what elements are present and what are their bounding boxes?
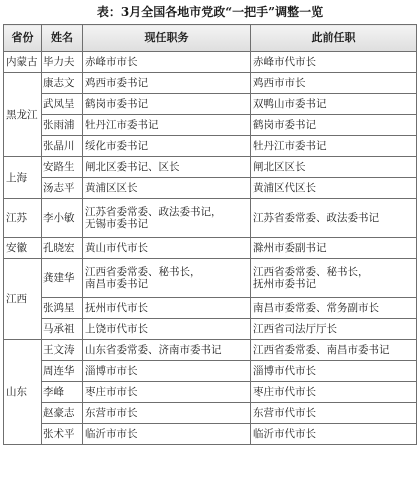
table-row <box>4 157 417 178</box>
current-post-cell-line: 东营市市长 <box>85 407 138 419</box>
previous-post-cell <box>251 52 417 73</box>
current-post-cell <box>83 340 251 361</box>
province-cell: 内蒙古 <box>4 52 42 73</box>
previous-post-cell <box>251 199 417 238</box>
table-row <box>4 52 417 73</box>
province-cell: 江西 <box>4 259 42 340</box>
table-row <box>4 424 417 445</box>
previous-post-cell-line: 黄浦区代区长 <box>253 182 316 194</box>
current-post-cell <box>83 238 251 259</box>
table-row <box>4 115 417 136</box>
current-post-cell-line: 牡丹江市委书记 <box>85 119 159 131</box>
current-post-cell-line: 上饶市代市长 <box>85 323 148 335</box>
current-post-cell <box>83 52 251 73</box>
current-post-cell <box>83 298 251 319</box>
current-post-cell-line: 江苏省委常委、政法委书记， <box>85 206 222 218</box>
province-cell: 江苏 <box>4 199 42 238</box>
previous-post-cell-line: 淄博市代市长 <box>253 365 316 377</box>
current-post-cell <box>83 178 251 199</box>
previous-post-cell <box>251 340 417 361</box>
current-post-cell <box>83 199 251 238</box>
previous-post-cell-line: 鸡西市市长 <box>253 77 306 89</box>
header-name: 姓名 <box>42 25 83 52</box>
current-post-cell-line: 鹤岗市委书记 <box>85 98 148 110</box>
name-cell: 张术平 <box>42 424 83 445</box>
table-row <box>4 94 417 115</box>
previous-post-cell <box>251 259 417 298</box>
previous-post-cell-line: 赤峰市代市长 <box>253 56 316 68</box>
current-post-cell <box>83 361 251 382</box>
appointments-table <box>3 24 417 445</box>
previous-post-cell-line: 牡丹江市委书记 <box>253 140 327 152</box>
header-previous-post: 此前任职 <box>251 25 417 52</box>
current-post-cell-line: 赤峰市市长 <box>85 56 138 68</box>
name-cell: 周连华 <box>42 361 83 382</box>
previous-post-cell <box>251 94 417 115</box>
name-cell: 马承祖 <box>42 319 83 340</box>
previous-post-cell-line: 抚州市委书记 <box>253 278 316 290</box>
province-cell: 上海 <box>4 157 42 199</box>
current-post-cell <box>83 403 251 424</box>
current-post-cell-line: 枣庄市市长 <box>85 386 138 398</box>
current-post-cell <box>83 157 251 178</box>
name-cell: 赵豪志 <box>42 403 83 424</box>
previous-post-cell <box>251 115 417 136</box>
current-post-cell-line: 江西省委常委、秘书长， <box>85 266 201 278</box>
header-row <box>4 25 417 52</box>
header-current-post: 现任职务 <box>83 25 251 52</box>
previous-post-cell-line: 江苏省委常委、政法委书记 <box>253 212 379 224</box>
previous-post-cell-line: 临沂市代市长 <box>253 428 316 440</box>
name-cell: 张晶川 <box>42 136 83 157</box>
previous-post-cell-line: 东营市代市长 <box>253 407 316 419</box>
previous-post-cell <box>251 136 417 157</box>
current-post-cell-line: 淄博市市长 <box>85 365 138 377</box>
current-post-cell <box>83 382 251 403</box>
previous-post-cell-line: 滁州市委副书记 <box>253 242 327 254</box>
table-title: 表：3月全国各地市党政“一把手”调整一览 <box>96 5 324 19</box>
table-row <box>4 298 417 319</box>
province-cell: 黑龙江 <box>4 73 42 157</box>
current-post-cell <box>83 94 251 115</box>
previous-post-cell <box>251 73 417 94</box>
current-post-cell-line: 黄浦区区长 <box>85 182 138 194</box>
current-post-cell-line: 无锡市委书记 <box>85 218 148 230</box>
name-cell: 武凤呈 <box>42 94 83 115</box>
previous-post-cell-line: 江西省委常委、南昌市委书记 <box>253 344 390 356</box>
current-post-cell-line: 抚州市代市长 <box>85 302 148 314</box>
table-row <box>4 178 417 199</box>
current-post-cell <box>83 136 251 157</box>
current-post-cell-line: 黄山市代市长 <box>85 242 148 254</box>
table-row <box>4 361 417 382</box>
current-post-cell <box>83 424 251 445</box>
province-cell: 山东 <box>4 340 42 445</box>
table-row <box>4 73 417 94</box>
current-post-cell-line: 临沂市市长 <box>85 428 138 440</box>
previous-post-cell <box>251 298 417 319</box>
table-body <box>4 52 417 445</box>
previous-post-cell-line: 双鸭山市委书记 <box>253 98 327 110</box>
current-post-cell <box>83 73 251 94</box>
current-post-cell-line: 山东省委常委、济南市委书记 <box>85 344 222 356</box>
header-province: 省份 <box>4 25 42 52</box>
previous-post-cell <box>251 238 417 259</box>
current-post-cell <box>83 259 251 298</box>
previous-post-cell <box>251 403 417 424</box>
table-row <box>4 136 417 157</box>
name-cell: 张雨浦 <box>42 115 83 136</box>
name-cell: 康志文 <box>42 73 83 94</box>
table-row <box>4 340 417 361</box>
previous-post-cell <box>251 319 417 340</box>
previous-post-cell <box>251 157 417 178</box>
previous-post-cell <box>251 361 417 382</box>
name-cell: 毕力夫 <box>42 52 83 73</box>
table-row <box>4 259 417 298</box>
province-cell: 安徽 <box>4 238 42 259</box>
table-row <box>4 403 417 424</box>
previous-post-cell <box>251 424 417 445</box>
table-row <box>4 319 417 340</box>
table-row <box>4 199 417 238</box>
current-post-cell-line: 鸡西市委书记 <box>85 77 148 89</box>
current-post-cell-line: 绥化市委书记 <box>85 140 148 152</box>
table-row <box>4 382 417 403</box>
previous-post-cell-line: 鹤岗市委书记 <box>253 119 316 131</box>
previous-post-cell-line: 闸北区区长 <box>253 161 306 173</box>
current-post-cell-line: 闸北区委书记、区长 <box>85 161 180 173</box>
previous-post-cell-line: 江西省司法厅厅长 <box>253 323 337 335</box>
table-row <box>4 238 417 259</box>
previous-post-cell-line: 江西省委常委、秘书长， <box>253 266 369 278</box>
name-cell: 安路生 <box>42 157 83 178</box>
previous-post-cell <box>251 178 417 199</box>
previous-post-cell <box>251 382 417 403</box>
name-cell: 王文涛 <box>42 340 83 361</box>
previous-post-cell-line: 枣庄市代市长 <box>253 386 316 398</box>
current-post-cell-line: 南昌市委书记 <box>85 278 148 290</box>
name-cell: 孔晓宏 <box>42 238 83 259</box>
name-cell: 汤志平 <box>42 178 83 199</box>
name-cell: 李小敏 <box>42 199 83 238</box>
name-cell: 李峰 <box>42 382 83 403</box>
previous-post-cell-line: 南昌市委常委、常务副市长 <box>253 302 379 314</box>
name-cell: 龚建华 <box>42 259 83 298</box>
current-post-cell <box>83 319 251 340</box>
name-cell: 张鸿星 <box>42 298 83 319</box>
current-post-cell <box>83 115 251 136</box>
